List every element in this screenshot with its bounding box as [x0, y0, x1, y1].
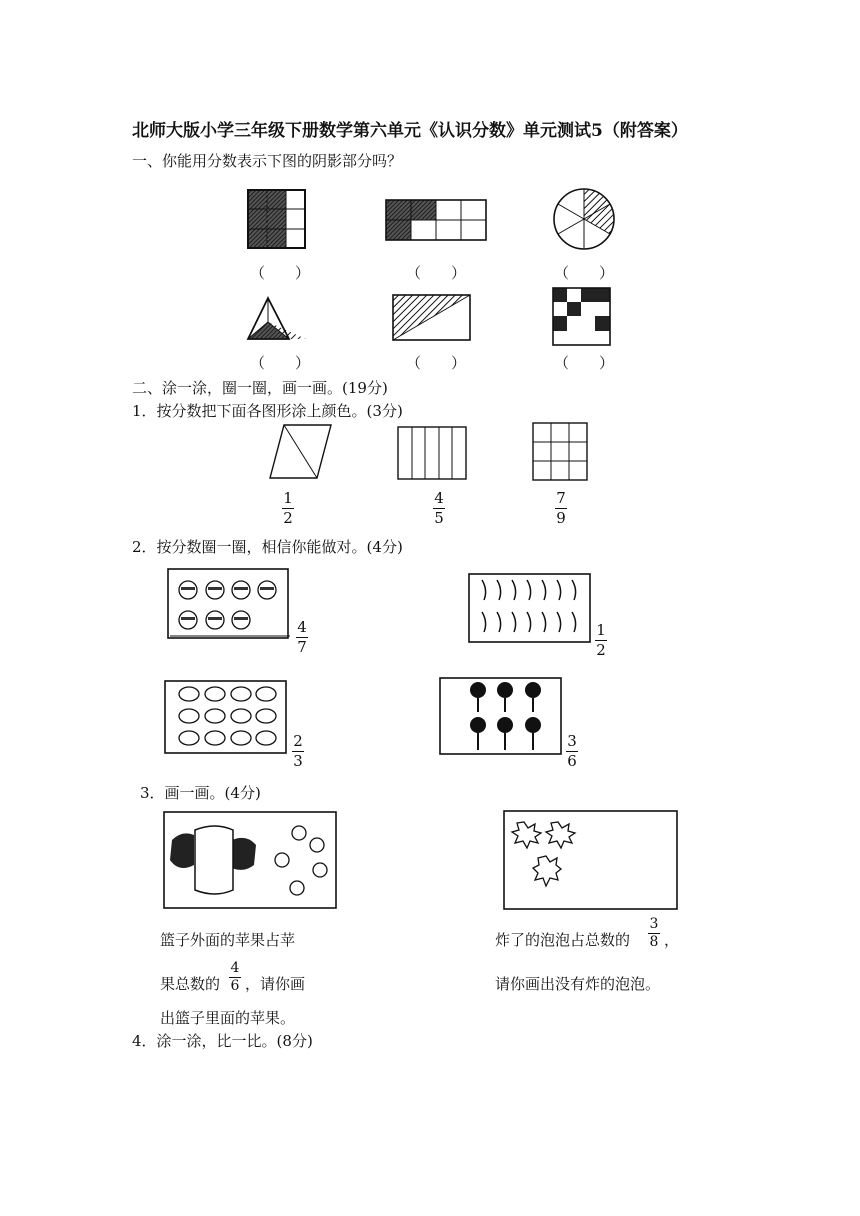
page-title: 北师大版小学三年级下册数学第六单元《认识分数》单元测试5（附答案） [132, 121, 688, 141]
shape-parallelogram [270, 425, 331, 478]
q3-right-line1-pre: 炸了的泡泡占总数的 [495, 931, 631, 949]
q3-right-line1-post: ， [664, 931, 680, 949]
numerator: 3 [649, 916, 659, 932]
denominator: 7 [297, 638, 307, 656]
q1-label: 1．按分数把下面各图形涂上颜色。(3分) [132, 402, 403, 420]
q2-fraction-4 [566, 733, 578, 770]
denominator: 2 [596, 641, 606, 659]
box-fruits [168, 569, 290, 638]
numerator: 4 [230, 960, 240, 976]
figure-grid-2x3 [248, 190, 305, 248]
q3-left-line2-post: ，请你画 [245, 975, 306, 993]
answer-blank-2[interactable]: （ ） [406, 264, 467, 282]
q3-left-line1: 篮子外面的苹果占苹 [160, 931, 296, 949]
section2-heading: 二、涂一涂，圈一圈，画一画。(19分) [132, 379, 388, 397]
numerator: 4 [297, 618, 307, 636]
numerator: 7 [556, 489, 566, 507]
denominator: 6 [230, 978, 240, 994]
figure-checker [553, 288, 610, 345]
q2-fraction-2 [595, 622, 607, 659]
box-basket-apples [164, 812, 336, 908]
q1-fraction-3 [555, 490, 567, 527]
answer-blank-6[interactable]: （ ） [554, 354, 615, 372]
q3-right-fraction [648, 917, 660, 950]
numerator: 1 [596, 621, 606, 639]
figure-grid-2x5 [386, 200, 486, 240]
shape-grid-3x3 [533, 423, 587, 480]
numerator: 3 [567, 732, 577, 750]
denominator: 2 [283, 509, 293, 527]
q2-fraction-3 [292, 733, 304, 770]
section1-heading: 一、你能用分数表示下图的阴影部分吗？ [132, 152, 403, 170]
q3-right-line2: 请你画出没有炸的泡泡。 [495, 975, 661, 993]
q4-label: 4．涂一涂，比一比。(8分) [132, 1032, 313, 1050]
q1-fraction-1 [282, 490, 294, 527]
figure-rectangle-diagonal [393, 295, 470, 340]
q3-left-line3: 出篮子里面的苹果。 [160, 1009, 296, 1027]
numerator: 1 [283, 489, 293, 507]
q3-left-fraction [229, 961, 241, 994]
denominator: 3 [293, 752, 303, 770]
q2-label: 2．按分数圈一圈，相信你能做对。(4分) [132, 538, 403, 556]
numerator: 2 [293, 732, 303, 750]
box-flowers [440, 678, 561, 754]
denominator: 8 [649, 934, 659, 950]
q3-left-line2-pre: 果总数的 [160, 975, 221, 993]
denominator: 5 [434, 509, 444, 527]
denominator: 6 [567, 752, 577, 770]
answer-blank-4[interactable]: （ ） [250, 354, 311, 372]
answer-blank-1[interactable]: （ ） [250, 264, 311, 282]
shape-rect-5cols [398, 427, 466, 479]
box-eggplants [165, 681, 286, 753]
q1-fraction-2 [433, 490, 445, 527]
figure-triangle [248, 298, 306, 339]
answer-blank-5[interactable]: （ ） [406, 354, 467, 372]
numerator: 4 [434, 489, 444, 507]
q2-fraction-1 [296, 619, 308, 656]
answer-blank-3[interactable]: （ ） [554, 264, 615, 282]
box-peppers [469, 574, 590, 642]
box-bubbles [504, 811, 677, 909]
denominator: 9 [556, 509, 566, 527]
q3-label: 3．画一画。(4分) [140, 784, 261, 802]
figure-circle [554, 189, 614, 249]
